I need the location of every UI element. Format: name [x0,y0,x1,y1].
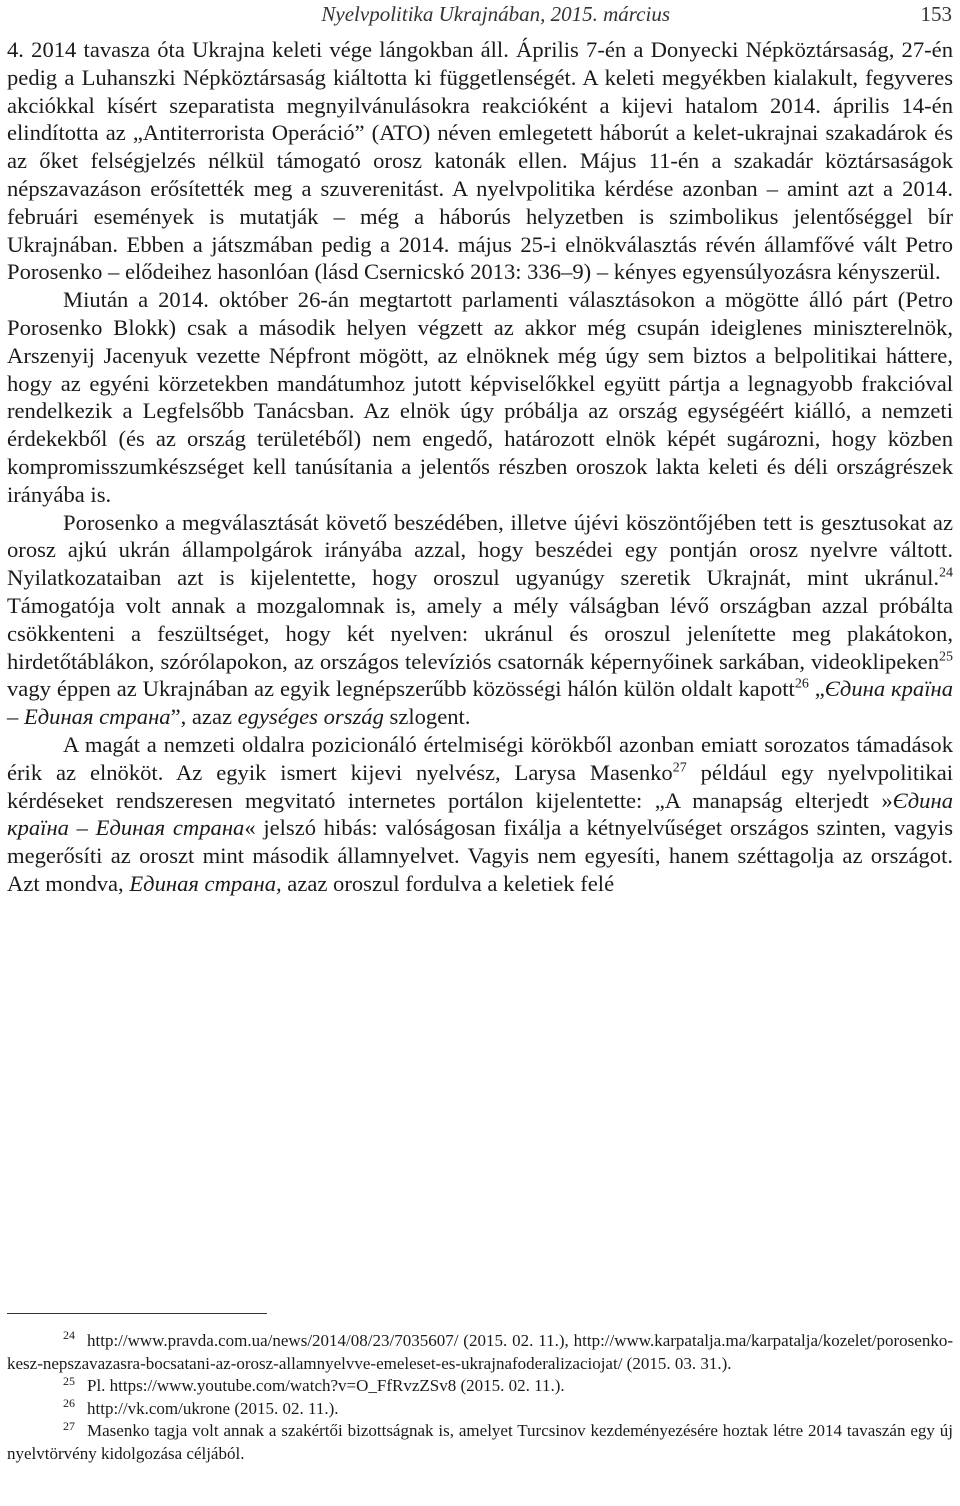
paragraph-3-text-d: „ [808,676,825,702]
footnote-text: http://www.pravda.com.ua/news/2014/08/23/7035607/ (2015. 02. 11.), http://www.karpatalja.ma/karpatalja/kozelet/porosenko-kesz-nepszavazasra-bocsatani-az-orosz-allamnyelvve-emeleset-es-ukrajnafoderalizaciojat/ (2015. 03. 31.). [7,1331,953,1373]
running-header [0,2,960,28]
paragraph-4-text-b: például egy nyelvpolitikai kérdéseket rendszeresen megvitató internetes portálon kijelentette: „A manapság elterjedt » [7,759,953,813]
paragraph-4-text-c: « jelszó hibás: valóságosan fixálja a kétnyelvűséget országos szinten, vagyis megerősíti az oroszt mint második államnyelvet. Vagyis nem egyesíti, hanem széttagolja az országot. Azt mondva, [7,815,953,896]
footnote-text: Pl. https://www.youtube.com/watch?v=O_FfRvzZSv8 (2015. 02. 11.). [87,1376,565,1396]
footnote-ref-27[interactable]: 27 [672,760,687,776]
footnote-text: http://vk.com/ukrone (2015. 02. 11.). [87,1398,339,1418]
gloss-italic: egységes ország [237,704,384,730]
paragraph-4 [7,731,953,898]
footnote-ref-24[interactable]: 24 [939,565,953,581]
footnote-text: Masenko tagja volt annak a szakértői bizottságnak is, amelyet Turcsinov kezdeményezésére hoztak létre 2014 tavaszán egy új nyelvtörvény kidolgozása céljából. [7,1421,953,1463]
paragraph-3 [7,509,953,731]
paragraph-4-text-a: A magát a nemzeti oldalra pozicionáló értelmiségi körökből azonban emiatt sorozatos támadások érik az elnököt. Az egyik ismert kijevi nyelvész, Larysa Masenko [7,731,953,785]
footnote-number: 25 [63,1373,75,1388]
footnote-24 [7,1330,953,1375]
paragraph-3-text-c: vagy éppen az Ukrajnában az egyik legnépszerűbb közösségi hálón külön oldalt kapott [7,676,795,702]
paragraph-3-text-b: Támogatója volt annak a mozgalomnak is, amely a mély válságban lévő országban azzal próbálta csökkenteni a feszültséget, hogy két nyelven: ukránul és oroszul jelenítette meg plakátokon, hirdetőtáblákon, szórólapokon, az országos televíziós csatornák képernyőinek sarkában, videoklipeken [7,592,953,674]
footnote-26 [7,1398,953,1421]
footnote-number: 24 [63,1328,75,1343]
footnote-25 [7,1375,953,1398]
slogan-italic: Єдина країна – Единая страна [7,676,953,730]
running-title: Nyelvpolitika Ukrajnában, 2015. március [321,2,670,26]
footnote-divider [7,1313,267,1314]
footnote-number: 26 [63,1396,75,1411]
paragraph-3-text-a: Porosenko a megválasztását követő beszédében, illetve újévi köszöntőjében tett is gesztusokat az orosz ajkú ukrán állampolgárok irányába azzal, hogy beszédei egy pontján orosz nyelvre váltott. Nyilatkozataiban azt is kijelentette, hogy oroszul ugyanúgy szeretik Ukrajnát, mint ukránul. [7,509,953,591]
page-number: 153 [920,2,952,26]
footnote-ref-25[interactable]: 25 [939,649,953,664]
footnote-ref-26[interactable]: 26 [794,676,809,692]
paragraph-2: Miután a 2014. október 26-án megtartott parlamenti választásokon a mögötte álló párt (Petro Porosenko Blokk) csak a második helyen végzett az akkor még csupán ideiglenes miniszterelnök, Arszenyij Jacenyuk vezette Népfront mögött, az elnöknek még úgy sem biztos a belpolitikai háttere, hogy az egyéni körzetekben mandátumhoz jutott képviselőkkel együtt pártja a legnagyobb frakcióval rendelkezik a Legfelsőbb Tanácsban. Az elnök úgy próbálja az ország egységéért kiálló, a nemzeti érdekekből (és az ország területéből) nem engedő, határozott elnök képét sugározni, hogy közben kompromisszumkészséget kell tanúsítania a jelentős részben oroszok lakta keleti és déli országrészek irányába is. [7,287,953,507]
paragraph-1: 4. 2014 tavasza óta Ukrajna keleti vége lángokban áll. Április 7-én a Donyecki Népköztársaság, 27-én pedig a Luhanszki Népköztársaság kiáltotta ki függetlenségét. A keleti megyékben kialakult, fegyveres akciókkal kísért szeparatista megnyilvánulásokra reakcióként a kijevi hatalom 2014. április 14-én elindította az „Antiterrorista Operáció” (ATO) néven emlegetett háborút a kelet-ukrajnai szakadárok és az őket felségjelzés nélkül támogató orosz katonák ellen. Május 11-én a szakadár köztársaságok népszavazáson erősítették meg a szuverenitást. A nyelvpolitika kérdése azonban – amint azt a 2014. februári események is mutatják – még a háborús helyzetben is szimbolikus jelentőséggel bír Ukrajnában. Ebben a játszmában pedig a 2014. május 25-i elnökválasztás révén államfővé vált Petro Porosenko – elődeihez hasonlóan (lásd Csernicskó 2013: 336–9) – kényes egyensúlyozásra kényszerül. [7,37,953,285]
paragraph-3-text-f: szlogent. [383,704,471,730]
slogan-italic-quote: Єдина країна – Единая страна [7,787,953,841]
footnote-27 [7,1420,953,1465]
paragraph-4-text-d: azaz oroszul fordulva a keletiek felé [281,870,615,896]
body-text [7,36,953,898]
paragraph-3-text-e: ”, azaz [170,704,238,730]
phrase-italic: Единая страна, [129,870,282,896]
footnotes [7,1330,953,1466]
footnote-number: 27 [63,1418,75,1433]
